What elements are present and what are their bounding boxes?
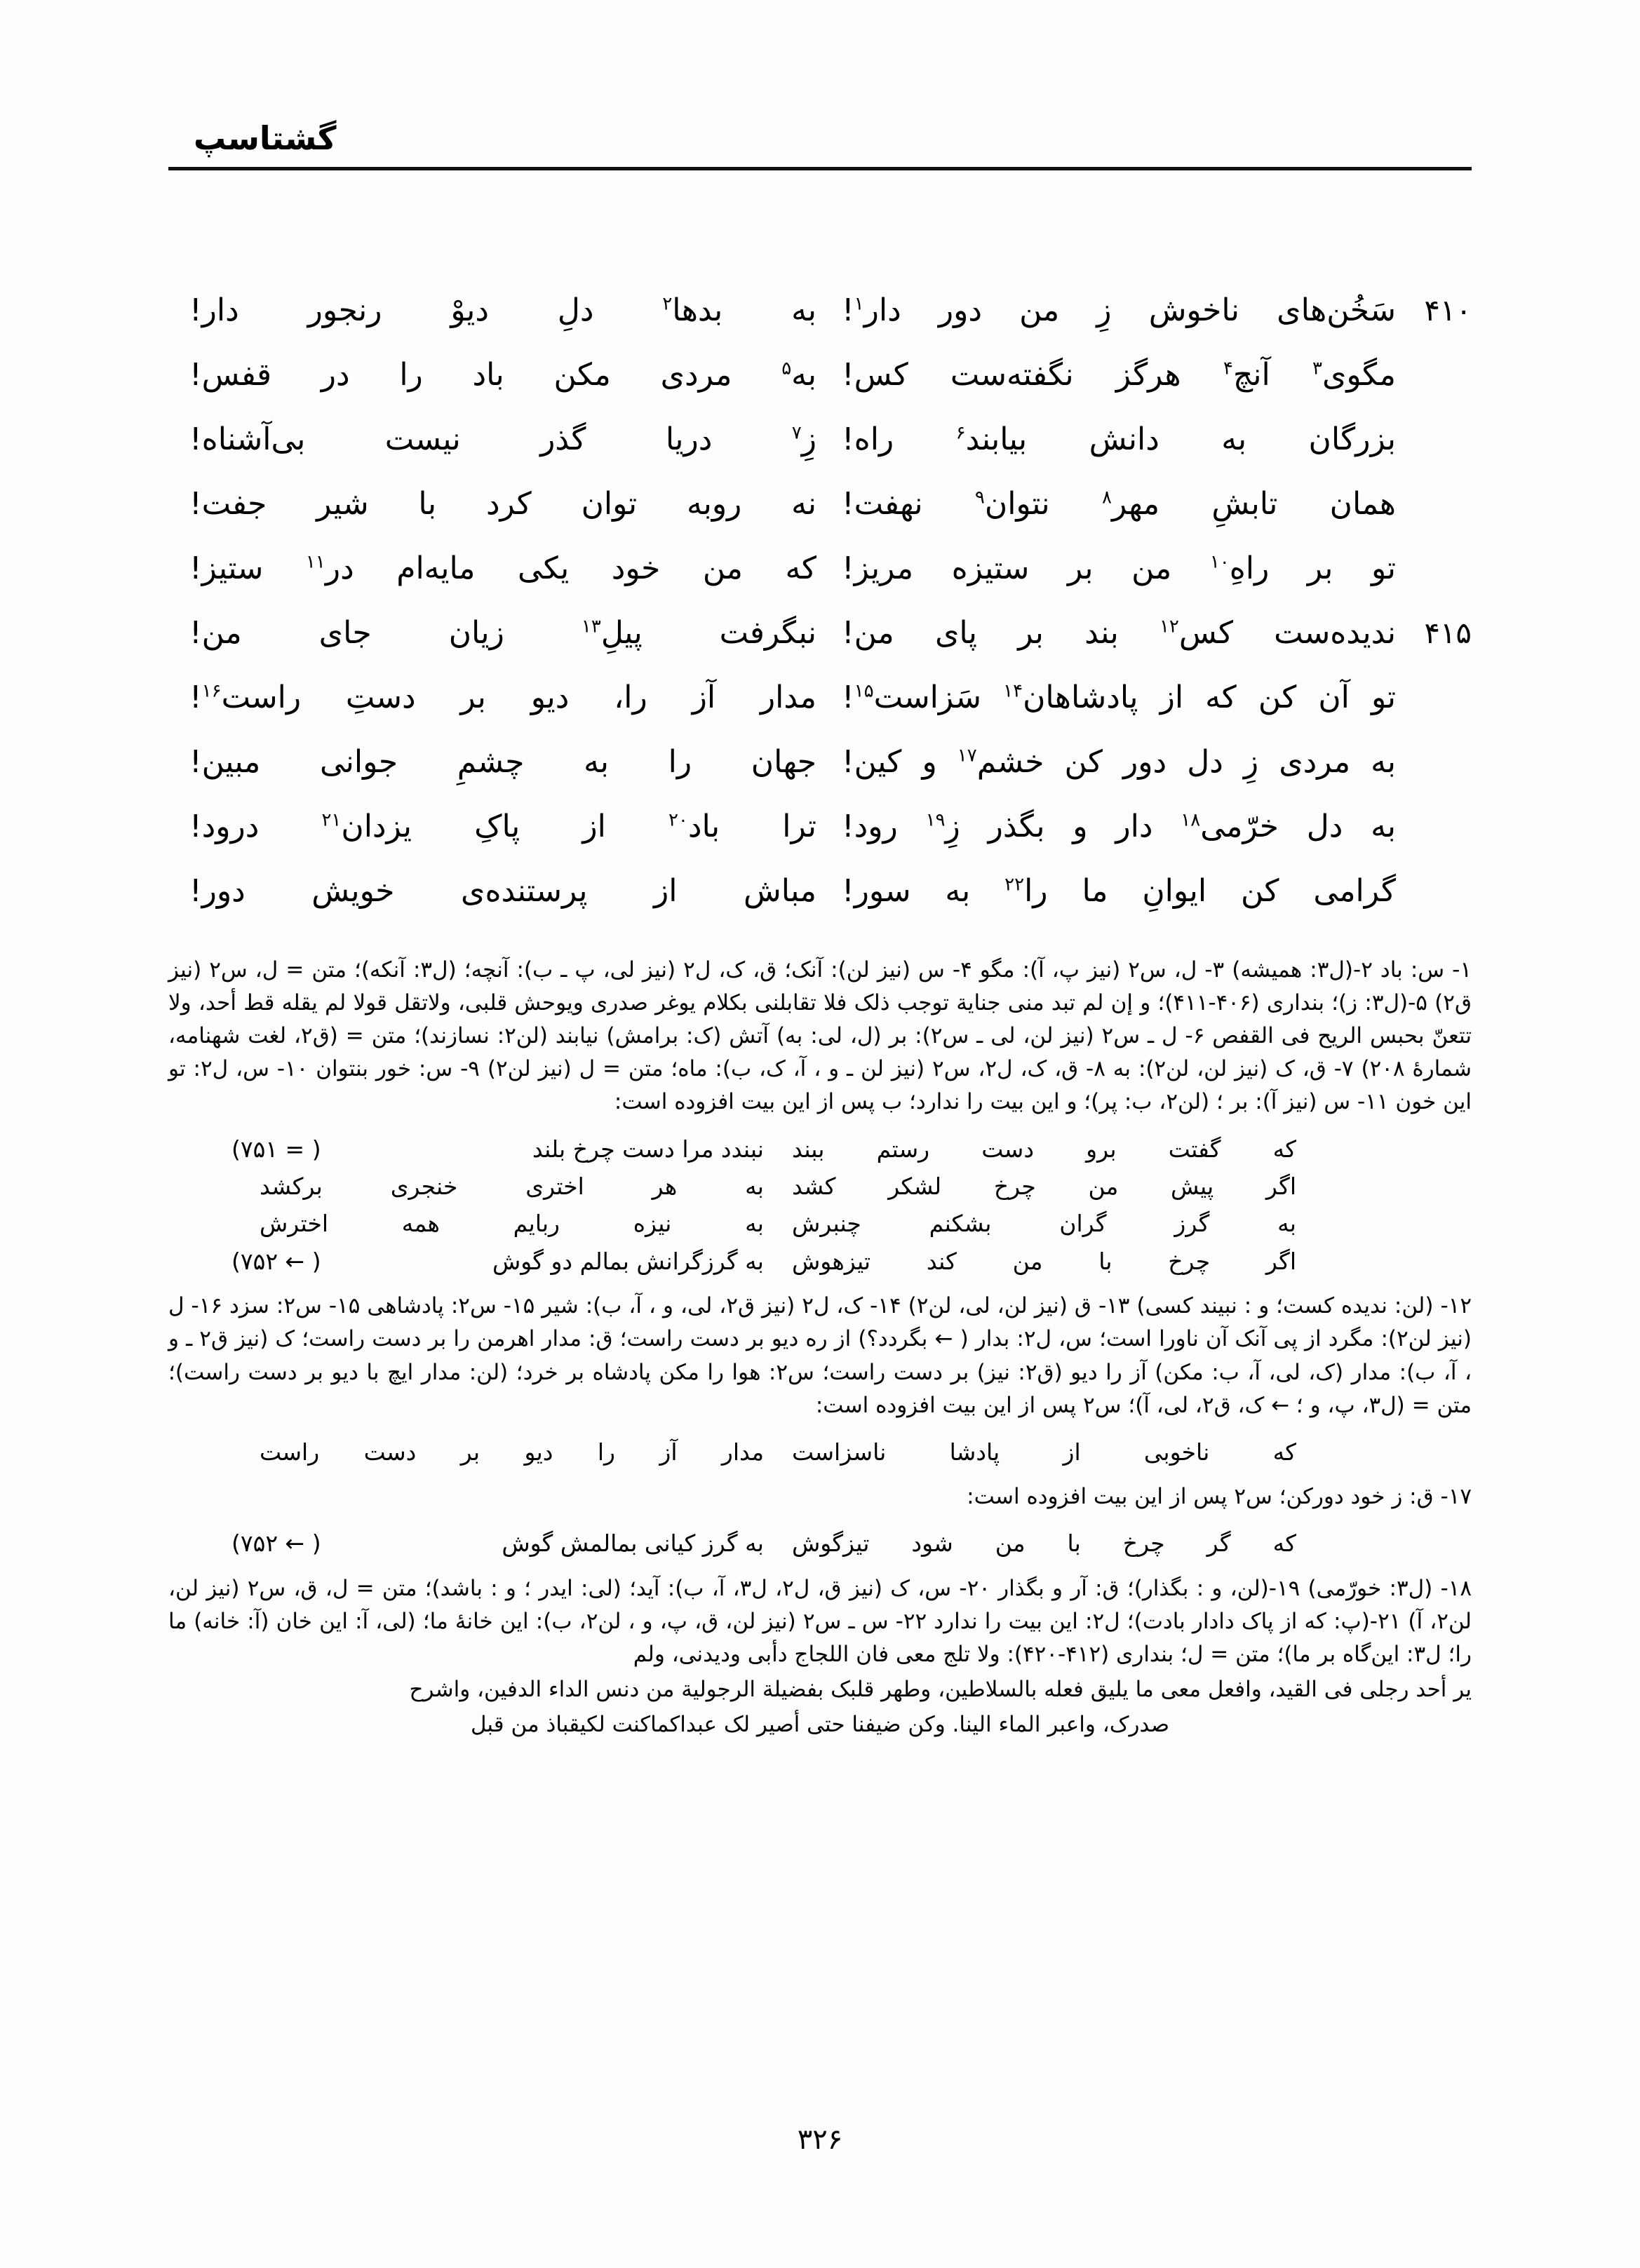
hemistich-right — [824, 668, 1472, 728]
apparatus-block-1: ۱- س: باد ۲-(ل۳: همیشه) ۳- ل، س۲ (نیز پ، آ): مگو ۴- س (نیز لن): آنک؛ ق، ک، ل۲ (نیز لی، پ ـ ب): آنچه؛ (ل۳: آنکه)؛ متن = ل، س۲ (نیز ق۲) ۵-(ل۳: ز)؛ بنداری (۴۰۶-۴۱۱)؛ و إن لم تبد منی جنایة توجب ذلک فلا تقابلنی بکلام یوغر صدری ویوحش قلبی، ولاتقل قولا لم یقله قط أحد، ولا تتعنّ بحبس الریح فی القفص ۶- ل ـ س۲ (نیز لن، لی ـ س۲): بر (ل، لی: به) آتش (ک: برامش) نیابند (لن۲: نسازند)؛ متن = (ق۲، لغت شهنامه، شمارهٔ ۲۰۸) ۷- ق، ک (نیز لن، لن۲): به ۸- ق، ک، ل۲، س۲ (نیز لن ـ و ، آ، ک، ب): ماه؛ متن = ل (نیز لن۲) ۹- س: خور بنتوان ۱۰- س، ل۲: تو این خون ۱۱- س (نیز آ): بر ؛ (لن۲، ب: پر)؛ و این بیت را ندارد؛ ب پس از این بیت افزوده است: — [168, 957, 1472, 1115]
hemistich-left — [168, 797, 824, 857]
hemistich-right — [824, 281, 1472, 341]
hemistich-right — [824, 345, 1472, 405]
inset-verse-block-2 — [168, 1433, 1472, 1471]
inset-hemistich-text: به نیزه ربایم همه اخترش — [260, 1210, 764, 1238]
hemistich-left — [168, 603, 824, 663]
couplet-row — [168, 732, 1472, 792]
hemistich-text: سَخُن‌های ناخوش زِ من دور دار$^۱$! — [842, 292, 1396, 328]
apparatus-block-3: ۱۷- ق: ز خود دورکن؛ س۲ پس از این بیت افزوده است: — [967, 1484, 1472, 1510]
verse-block — [168, 281, 1472, 926]
hemistich-text: جهان را به چشمِ جوانی مبین! — [189, 744, 816, 780]
couplet-row — [168, 539, 1472, 599]
inset-hemistich-text: که گر چرخ با من شود تیزگوش — [792, 1530, 1296, 1558]
couplet-row — [168, 797, 1472, 857]
inset-hemistich-text: به گرز گران بشکنم چنبرش — [792, 1210, 1296, 1238]
inset-hemistich-right — [764, 1130, 1296, 1168]
arabic-prose-block — [168, 1673, 1472, 1741]
hemistich-text: ندیده‌ست کس$^{۱۲}$ بند بر پای من! — [842, 615, 1396, 651]
inset-couplet-row — [168, 1433, 1472, 1471]
page-header — [168, 119, 1472, 196]
footnote-marker: ۱۴ — [1003, 680, 1023, 702]
inset-hemistich-left — [231, 1205, 764, 1242]
hemistich-text: به دل خرّمی$^{۱۸}$ دار و بگذر زِ$^{۱۹}$ رود! — [842, 809, 1396, 844]
inset-verse-reference: ( = ۷۵۱) — [231, 1135, 321, 1163]
footnote-marker: ۱۳ — [581, 616, 601, 637]
inset-hemistich-text: که ناخوبی از پادشا ناسزاست — [792, 1438, 1296, 1466]
hemistich-right — [824, 539, 1472, 599]
inset-verse-block-1 — [168, 1130, 1472, 1281]
inset-hemistich-text: نبندد مرا دست چرخ بلند — [532, 1135, 764, 1163]
inset-couplet-row — [168, 1205, 1472, 1242]
footnote-marker: ۱۸ — [1181, 809, 1201, 831]
couplet-row — [168, 861, 1472, 922]
hemistich-text: مدار آز را، دیو بر دستِ راست$^{۱۶}$! — [189, 680, 816, 715]
footnote-marker: ۱۹ — [925, 809, 946, 831]
inset-couplet-row — [168, 1168, 1472, 1205]
hemistich-text: به مردی زِ دل دور کن خشم$^{۱۷}$ و کین! — [842, 744, 1396, 780]
inset-hemistich-left — [231, 1525, 764, 1562]
arabic-prose-line: صدرک، واعبر الماء الینا. وکن ضیفنا حتی أصیر لک عبداکماکنت لکیقباذ من قبل — [470, 1712, 1170, 1738]
folio-page-number: ۳۲۶ — [797, 2124, 843, 2156]
hemistich-left — [168, 474, 824, 534]
inset-hemistich-text: به گرز کیانی بمالمش گوش — [502, 1530, 764, 1558]
couplet-row — [168, 603, 1472, 663]
couplet-row — [168, 345, 1472, 405]
inset-hemistich-text: به هر اختری خنجری برکشد — [260, 1173, 764, 1200]
inset-hemistich-right — [764, 1168, 1296, 1205]
inset-couplet-row — [168, 1525, 1472, 1562]
hemistich-left — [168, 861, 824, 922]
footnote-marker: ۱ — [854, 293, 864, 315]
inset-hemistich-text: اگر چرخ با من کند تیزهوش — [792, 1247, 1296, 1275]
hemistich-right — [824, 732, 1472, 792]
hemistich-text: نه روبه توان کرد با شیر جفت! — [189, 486, 816, 522]
footnote-marker: ۱۱ — [305, 551, 325, 573]
critical-apparatus — [168, 954, 1472, 1743]
inset-hemistich-left — [231, 1130, 764, 1168]
verse-line-number: ۴۱۰ — [1424, 293, 1472, 328]
footnote-marker: ۱۰ — [1209, 551, 1230, 573]
footnote-marker: ۸ — [1101, 487, 1112, 508]
hemistich-left — [168, 732, 824, 792]
verse-line-number: ۴۱۵ — [1424, 616, 1472, 650]
inset-hemistich-right — [764, 1205, 1296, 1242]
apparatus-block-4: ۱۸- (ل۳: خورّمی) ۱۹-(لن، و : بگذار)؛ ق: آر و بگذار ۲۰- س، ک (نیز ق، ل۲، ل۳، آ، ب): آید؛ (لی: ایدر ؛ و : باشد)؛ متن = ل، ق، س۲ (نیز لن، لن۲، آ) ۲۱-(پ: که از پاک دادار بادت)؛ ل۲: این بیت را ندارد ۲۲- س ـ س۲ (نیز لن، ق، پ، و ، لن۲، ب): این خانهٔ ما؛ (لی، آ: این خان (آ: خانه) ما را؛ ل۳: این‌گاه بر ما)؛ متن = ل؛ بنداری (۴۱۲-۴۲۰): ولا تلج معی فان اللجاج دأبی ودیدنی، ولم — [168, 1575, 1472, 1668]
hemistich-text: مگوی$^۳$ آنچ$^۴$ هرگز نگفته‌ست کس! — [842, 357, 1396, 393]
couplet-row — [168, 281, 1472, 341]
hemistich-text: گرامی کن ایوانِ ما را$^{۲۲}$ به سور! — [842, 873, 1397, 909]
footnote-marker: ۹ — [974, 487, 985, 508]
hemistich-text: تو بر راهِ$^{۱۰}$ من بر ستیزه مریز! — [842, 551, 1397, 586]
footnote-marker: ۷ — [791, 422, 802, 444]
hemistich-right — [824, 797, 1472, 857]
inset-verse-block-3 — [168, 1525, 1472, 1562]
inset-couplet-row — [168, 1130, 1472, 1168]
inset-verse-reference: ( ← ۷۵۲) — [231, 1530, 321, 1558]
inset-hemistich-text: به گرزگرانش بمالم دو گوش — [492, 1247, 764, 1275]
inset-hemistich-text: که گفتت برو دست رستم ببند — [792, 1135, 1296, 1163]
inset-hemistich-right — [764, 1525, 1296, 1562]
hemistich-right — [824, 603, 1472, 663]
footnote-marker: ۱۲ — [1159, 616, 1179, 637]
inset-hemistich-left — [231, 1243, 764, 1280]
footnote-marker: ۶ — [955, 422, 966, 444]
hemistich-text: همان تابشِ مهر$^۸$ نتوان$^۹$ نهفت! — [842, 486, 1396, 522]
inset-couplet-row — [168, 1243, 1472, 1280]
footnote-marker: ۱۶ — [201, 680, 222, 702]
header-rule — [168, 167, 1472, 170]
footnote-marker: ۲۰ — [668, 809, 688, 831]
couplet-row — [168, 668, 1472, 728]
hemistich-left — [168, 281, 824, 341]
hemistich-right — [824, 410, 1472, 470]
couplet-row — [168, 474, 1472, 534]
inset-hemistich-right — [764, 1433, 1296, 1471]
hemistich-text: ترا باد$^{۲۰}$ از پاکِ یزدان$^{۲۱}$ درود! — [189, 809, 816, 844]
footnote-marker: ۲۱ — [321, 809, 342, 831]
inset-verse-reference: ( ← ۷۵۲) — [231, 1247, 321, 1275]
hemistich-text: بزرگان به دانش بیابند$^۶$ راه! — [842, 421, 1396, 457]
footnote-marker: ۱۵ — [854, 680, 874, 702]
apparatus-block-2: ۱۲- (لن: ندیده کست؛ و : نبیند کسی) ۱۳- ق (نیز لن، لی، لن۲) ۱۴- ک، ل۲ (نیز ق۲، لی، و ، آ، ب): شیر ۱۵- س۲: پادشاهی ۱۵- س۲: سزد ۱۶- ل (نیز لن۲): مگرد از پی آنک آن ناورا است؛ س، ل۲: بدار ( ← بگردد؟) از ره دیو بر دست راست؛ ق: مدار اهرمن را بر دست راست؛ ک (نیز ق۲ ـ و ، آ، ب): مدار (ک، لی، آ، ب: مکن) آز را دیو (ق۲: نیز) بر دست راست؛ س۲: هوا را مکن پادشاه بر خرد؛ (لن: مدار ایچ با دیو بر دست راست)؛ متن = (ل۳، پ، و ؛ ← ک، ق۲، لی، آ)؛ س۲ پس از این بیت افزوده است: — [168, 1293, 1472, 1418]
inset-hemistich-text: اگر پیش من چرخ لشکر کشد — [792, 1173, 1296, 1200]
hemistich-right — [824, 474, 1472, 534]
hemistich-text: که من خود یکی مایه‌ام در$^{۱۱}$ ستیز! — [189, 551, 816, 586]
inset-hemistich-left — [231, 1433, 764, 1471]
footnote-marker: ۱۷ — [957, 745, 977, 767]
hemistich-left — [168, 345, 824, 405]
running-head-title: گشتاسپ — [194, 119, 337, 157]
inset-hemistich-text: مدار آز را دیو بر دست راست — [260, 1438, 764, 1466]
hemistich-right — [824, 861, 1472, 922]
hemistich-left — [168, 668, 824, 728]
hemistich-text: به بدها$^۲$ دلِ دیوْ رنجور دار! — [189, 292, 816, 328]
footnote-marker: ۳ — [1312, 358, 1322, 379]
hemistich-left — [168, 410, 824, 470]
hemistich-text: زِ$^۷$ دریا گذر نیست بی‌آشناه! — [189, 421, 816, 457]
hemistich-left — [168, 539, 824, 599]
hemistich-text: مباش از پرستنده‌ی خویش دور! — [189, 873, 816, 909]
hemistich-text: به$^۵$ مردی مکن باد را در قفس! — [189, 357, 816, 393]
hemistich-text: تو آن کن که از پادشاهان$^{۱۴}$ سَزاست$^{۱۵}$! — [842, 680, 1396, 715]
footnote-marker: ۴ — [1223, 358, 1233, 379]
footnote-marker: ۵ — [781, 358, 792, 379]
inset-hemistich-left — [231, 1168, 764, 1205]
footnote-marker: ۲ — [662, 293, 673, 315]
couplet-row — [168, 410, 1472, 470]
arabic-prose-line: یر أحد رجلی فی القید، وافعل معی ما یلیق فعله بالسلاطین، وطهر قلبک بفضیلة الرجولیة من دنس الداء الدفین، واشرح — [409, 1677, 1472, 1703]
inset-hemistich-right — [764, 1243, 1296, 1280]
hemistich-text: نبگرفت پیلِ$^{۱۳}$ زیان جای من! — [189, 615, 817, 651]
footnote-marker: ۲۲ — [1004, 874, 1025, 896]
